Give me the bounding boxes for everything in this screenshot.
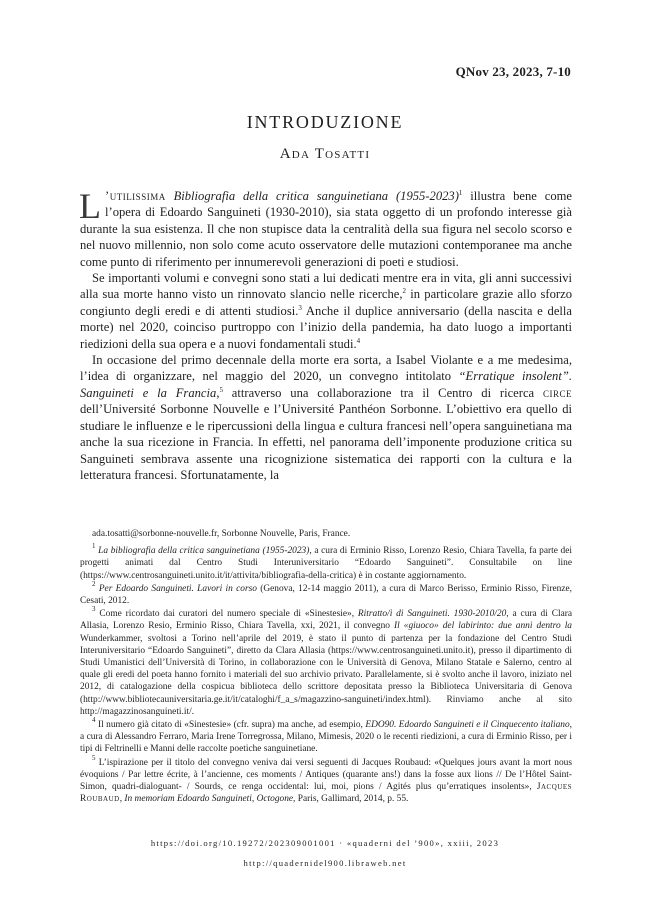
- footnote-5: [80, 753, 573, 806]
- paragraph-text: illustra bene come l’opera di Edoardo Sanguineti (1930-2010), sia stata oggetto di un profondo interesse già durante la sua esistenza. Il che non stupisce data la centralità della sua figura nel secolo scorso e nel nuovo millennio, non solo come acuto osservatore delle mutazioni contemporanee ma anche come punto di riferimento per innumerevoli generazioni di poeti e studiosi.: [80, 189, 573, 269]
- paragraph-text: dell’Université Sorbonne Nouvelle e l’Université Panthéon Sorbonne. L’obiettivo era quello di studiare le influenze e le ripercussioni della lingua e cultura francesi nell’opera sanguinetiana ma anche la sua ricezione in Francia. In effetti, nel panorama dell’imponente produzione critica su Sanguineti sembrava assente una ricognizione sistematica dei rapporti con la cultura e la letteratura francesi. Sfortunatamente, la: [80, 402, 572, 482]
- book-title: Bibliografia della critica sanguinetiana (1955-2023): [173, 189, 459, 203]
- paragraph-3: [80, 352, 572, 483]
- footnote-3: [80, 605, 573, 718]
- footnote-number: 5: [92, 753, 96, 762]
- note-title: Il «giuoco» del labirinto: due anni dentro la: [394, 621, 572, 632]
- note-author: Jacques Roubaud: [80, 782, 572, 805]
- drop-cap: L: [79, 186, 101, 226]
- footnote-ref: 3: [298, 303, 302, 312]
- article-title: INTRODUZIONE: [246, 112, 404, 132]
- note-text: (Genova, 12-14 maggio 2011), a cura di Marco Berisso, Erminio Risso, Firenze, Cesati, 2012.: [80, 583, 573, 607]
- footnotes: [80, 528, 572, 806]
- note-text: Come ricordato dai curatori del numero speciale di «Sinestesie»,: [99, 609, 358, 620]
- footnote-number: 3: [92, 605, 96, 614]
- doi-footer: https://doi.org/10.19272/202309001001 · «quaderni del ’900», xxiii, 2023: [150, 838, 500, 848]
- footnote-ref: 1: [458, 189, 463, 197]
- note-text: , a cura di Alessandro Ferraro, Maria Irene Torregrossa, Milano, Mimesis, 2020 o le recenti riedizioni, a cura di Erminio Risso, per i tipi di Feltrinelli e Manni delle raccolte poetiche sanguinetiane.: [80, 720, 572, 755]
- acronym-circe: circe: [542, 385, 572, 400]
- note-title: In memoriam Edoardo Sanguineti: [124, 794, 252, 805]
- footnote-ref: 4: [356, 336, 361, 345]
- note-text: , Paris, Gallimard, 2014, p. 55.: [293, 794, 409, 805]
- footnote-ref: 2: [402, 287, 407, 296]
- lead-words: ’utilissima: [105, 189, 166, 203]
- footnote-4: [80, 716, 572, 756]
- note-title: EDO90. Edoardo Sanguineti e il Cinquecento italiano: [365, 720, 570, 731]
- paragraph-text: ,: [216, 385, 220, 400]
- footnote-number: 2: [92, 579, 96, 588]
- note-text: , a cura di Clara Allasia, Lorenzo Resio, Erminio Risso, Chiara Tavella, xxi, 2021, il convegno: [80, 609, 573, 632]
- note-title: La bibliografia della critica sanguinetiana (1955-2023): [98, 546, 310, 557]
- note-title: Octogone: [256, 794, 294, 805]
- paragraph-text: attraverso una collaborazione tra il Centro di ricerca: [222, 385, 543, 400]
- note-text: , a cura di Erminio Risso, Lorenzo Resio, Chiara Tavella, fa parte dei progetti animati dal Centro Studi Interuniversitario “Edoardo Sanguineti”. Consultabile on line (https://www.centrosanguineti.unito.it/it/attivita/bibliografia-della-critica) è in costante aggiornamento.: [80, 546, 573, 581]
- paragraph-text: Se importanti volumi e convegni sono stati a lui dedicati mentre era in vita, gli anni successivi alla sua morte hanno visto un rinnovato slancio nelle ricerche,: [80, 271, 572, 302]
- article-body: [80, 188, 572, 483]
- footnote-2: [80, 579, 573, 607]
- note-title: Per Edoardo Sanguineti. Lavori in corso: [98, 583, 257, 594]
- note-text: Wunderkammer, svoltosi a Torino nell’aprile del 2019, è stato il punto di partenza per la fondazione del Centro Studi Interuniversitario “Edoardo Sanguineti”, diretto da Clara Allasia (https://www.centrosanguineti.unito.it), presso il dipartimento di Studi Umanistici dell’Università di Torino, in collaborazione con le Università di Genova, Milano Statale e Salerno, centro al quale gli eredi del poeta hanno fornito i materiali del suo archivio privato. Parallelamente, si è svolto anche il lavoro, iniziato nel 2012, di catalogazione della cospicua biblioteca dello scrittore depositata presso la Biblioteca Universitaria di Genova (http://www.bibliotecauniversitaria.ge.it/it/cataloghi/f_a_s/magazzino-sanguineti/index.html). Rinviamo anche al sito http://magazzinosanguineti.it/.: [80, 633, 572, 717]
- note-text: ,: [119, 794, 125, 805]
- note-title: Ritratto/i di Sanguineti. 1930-2010/20: [357, 609, 507, 620]
- footnote-number: 4: [92, 716, 96, 725]
- note-text: ,: [251, 794, 257, 805]
- article-author: Ada Tosatti: [279, 146, 371, 162]
- paragraph-text: In occasione del primo decennale della morte era sorta, a Isabel Violante e a me medesima, l’idea di organizzare, nel maggio del 2020, un convegno intitolato: [80, 353, 572, 384]
- paragraph-text: in particolare grazie allo sforzo congiunto degli eredi e di attenti studiosi.: [80, 287, 572, 318]
- paragraph-text: Anche il duplice anniversario (della nascita e della morte) nel 2020, coinciso purtroppo con l’inizio della pandemia, ha dato luogo a importanti riedizioni della sua opera e a nuovi fondamentali studi.: [80, 303, 572, 351]
- footnote-ref: 5: [219, 385, 223, 394]
- paragraph-1: [80, 188, 572, 270]
- journal-url-footer: http://quadernidel900.libraweb.net: [243, 858, 407, 868]
- conference-title: “Erratique insolent”. Sanguineti e la Francia: [80, 369, 572, 400]
- footnote-number: 1: [92, 542, 96, 551]
- journal-reference: QNov 23, 2023, 7-10: [455, 64, 571, 79]
- paragraph-2: [80, 270, 572, 352]
- footnote-1: [80, 542, 573, 582]
- note-text: L’ispirazione per il titolo del convegno veniva dai versi seguenti di Jacques Roubaud: «Quelques jours avant la mort nous évoquions / Par lettre écrite, à l’ancienne, ces moments / Antiques (quarante ans!) dans la fosse aux lions // De l’Hôtel Saint-Simon, quadri-dialoguant- / Sourds, ce renga occidental: lui, moi, pions / Agités plus qu’erratiques insolents»,: [80, 757, 573, 793]
- author-contact: ada.tosatti@sorbonne-nouvelle.fr, Sorbonne Nouvelle, Paris, France.: [92, 529, 351, 539]
- note-text: Il numero già citato di «Sinestesie» (cfr. supra) ma anche, ad esempio,: [97, 720, 366, 731]
